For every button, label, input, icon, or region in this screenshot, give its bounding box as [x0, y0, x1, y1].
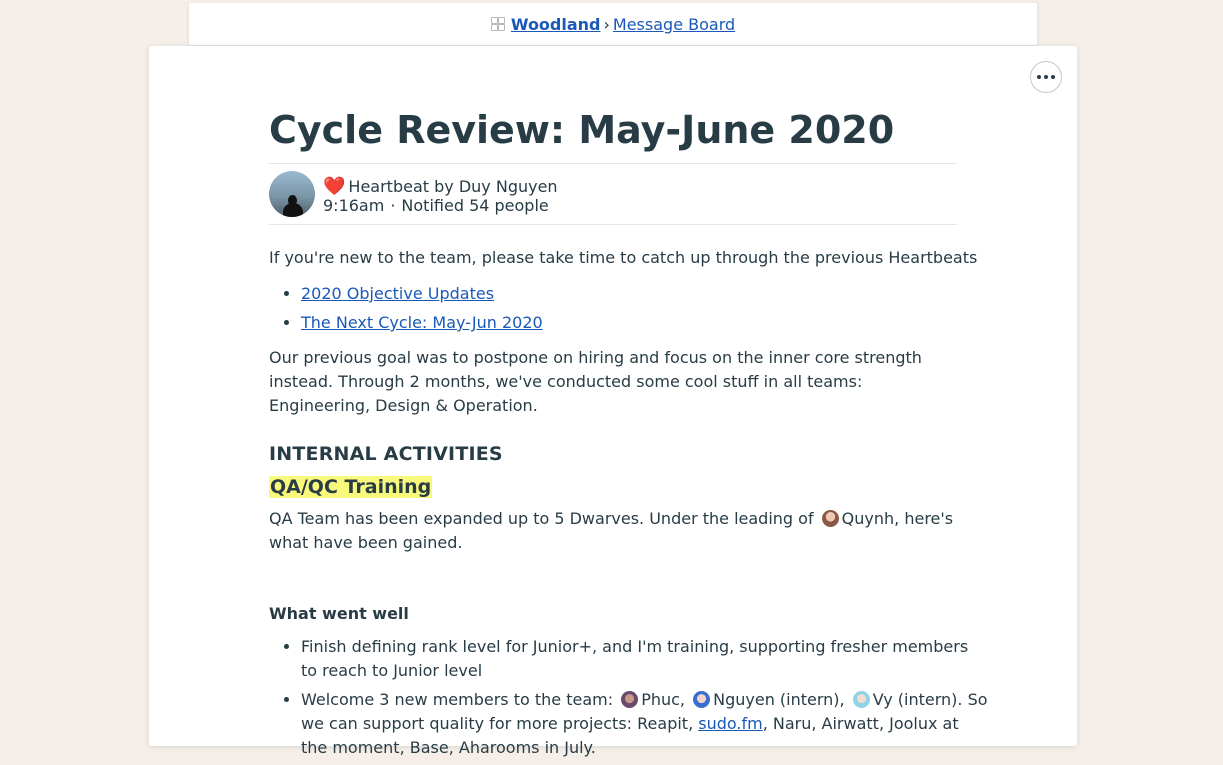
- subheading: [269, 475, 432, 499]
- post-category-author: [323, 177, 558, 196]
- link-2020-objective-updates[interactable]: 2020 Objective Updates: [301, 284, 495, 303]
- what-went-well-heading: What went well: [269, 604, 409, 623]
- more-options-button[interactable]: [1030, 61, 1062, 93]
- list-item: [301, 308, 543, 337]
- meta-separator: ·: [390, 196, 396, 215]
- category-author-text: Heartbeat by Duy Nguyen: [348, 177, 558, 196]
- breadcrumb-project-link[interactable]: Woodland: [510, 15, 601, 34]
- list-item: • Finish defining rank level for Junior+, and I'm training, supporting fresher members to reach to Junior level: [301, 635, 989, 683]
- breadcrumb-message-board-link[interactable]: Message Board: [612, 15, 736, 34]
- post-title: Cycle Review: May-June 2020: [269, 108, 895, 152]
- avatar[interactable]: [853, 691, 870, 708]
- author-avatar[interactable]: [269, 171, 315, 217]
- link-next-cycle[interactable]: The Next Cycle: May-Jun 2020: [301, 313, 543, 332]
- heartbeat-links: [269, 279, 543, 337]
- avatar[interactable]: [822, 510, 839, 527]
- section-heading: INTERNAL ACTIVITIES: [269, 443, 503, 465]
- heart-icon: ❤️: [323, 176, 346, 197]
- avatar[interactable]: [693, 691, 710, 708]
- goal-paragraph: Our previous goal was to postpone on hiring and focus on the inner core strength instead. Through 2 months, we've conducted some cool stuff in all teams: Engineering, Design & Operation.: [269, 348, 922, 415]
- notified-count[interactable]: Notified 54 people: [401, 196, 549, 215]
- list-item: [301, 279, 543, 308]
- post-card: [149, 46, 1077, 757]
- mention-quynh[interactable]: Quynh,: [841, 509, 900, 528]
- breadcrumb-separator: ›: [603, 15, 610, 34]
- breadcrumb: [189, 15, 1037, 35]
- mention-phuc[interactable]: Phuc,: [641, 690, 686, 709]
- went-well-list: [269, 635, 989, 765]
- more-dots-icon: [1037, 75, 1041, 79]
- post-meta: [323, 196, 549, 215]
- list-item: [301, 688, 989, 760]
- breadcrumb-bar: [189, 3, 1037, 45]
- avatar[interactable]: [621, 691, 638, 708]
- post-time: 9:16am: [323, 196, 385, 215]
- sudo-fm-link[interactable]: sudo.fm: [698, 714, 763, 733]
- qa-text-after: here's what have been gained.: [269, 509, 954, 552]
- qa-paragraph: [269, 507, 957, 555]
- intern-suffix: (intern).: [897, 690, 963, 709]
- highlighted-subheading: QA/QC Training: [270, 476, 432, 498]
- projects-rest-text: , Naru, Airwatt, Joolux at the moment, Base, Aharooms in July.: [301, 714, 959, 757]
- author-row: [269, 163, 957, 225]
- qa-text: QA Team has been expanded up to 5 Dwarves. Under the leading of: [269, 509, 814, 528]
- mention-vy[interactable]: Vy: [872, 690, 893, 709]
- grid-icon: [491, 17, 505, 31]
- bullet-text: Welcome 3 new members to the team:: [301, 690, 614, 709]
- support-text: So we can support quality for more projects: Reapit,: [301, 690, 988, 733]
- intro-paragraph: If you're new to the team, please take time to catch up through the previous Heartbeats: [269, 248, 978, 267]
- mention-nguyen[interactable]: Nguyen (intern),: [713, 690, 845, 709]
